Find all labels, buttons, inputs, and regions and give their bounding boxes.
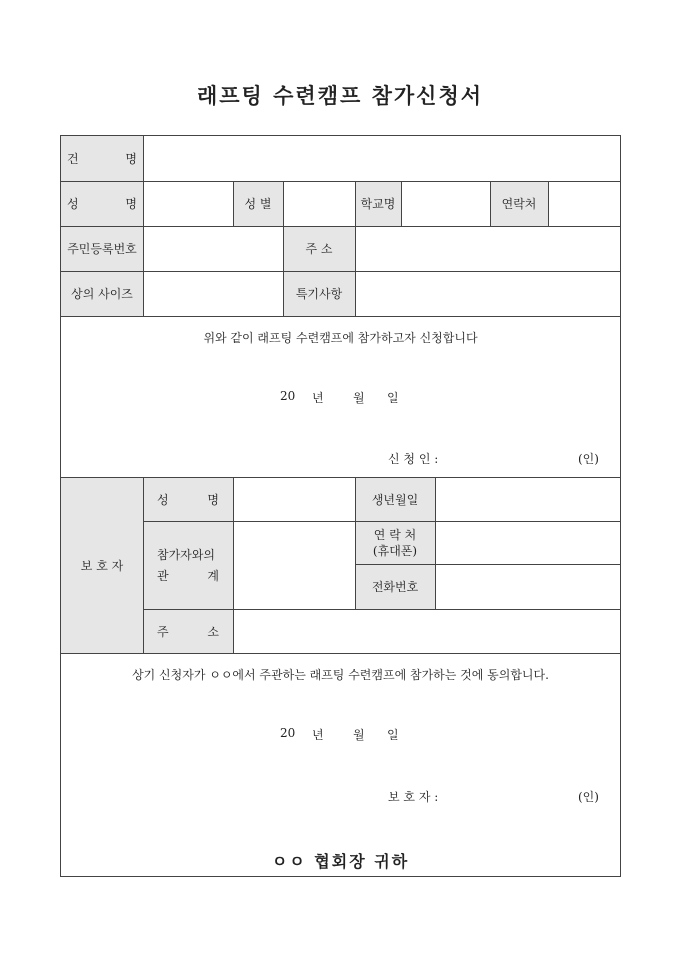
school-field[interactable]: [401, 181, 490, 226]
case-name-label: 건 명: [61, 136, 143, 181]
grid-line: [401, 181, 402, 226]
grid-line: [61, 316, 620, 317]
mobile-field[interactable]: [435, 521, 620, 564]
contact-label: 연락처: [490, 181, 548, 226]
grid-line: [355, 477, 356, 609]
relation-field[interactable]: [233, 521, 355, 609]
school-label: 학교명: [355, 181, 401, 226]
grid-line: [233, 477, 234, 653]
phone-field[interactable]: [435, 564, 620, 609]
guardian-address-label: 주 소: [143, 609, 233, 653]
grid-line: [61, 271, 620, 272]
applicant-seal: (인): [578, 452, 599, 466]
grid-line: [355, 181, 356, 316]
resident-number-label: 주민등록번호: [61, 226, 143, 271]
address-field[interactable]: [355, 226, 620, 271]
grid-line: [548, 181, 549, 226]
grid-line: [435, 477, 436, 609]
grid-line: [233, 181, 234, 226]
birthdate-field[interactable]: [435, 477, 620, 521]
guardian-name-field[interactable]: [233, 477, 355, 521]
name-label: 성 명: [61, 181, 143, 226]
gender-field[interactable]: [283, 181, 355, 226]
case-name-field[interactable]: [143, 136, 620, 181]
phone-label: 전화번호: [355, 564, 435, 609]
grid-line: [283, 181, 284, 316]
form-title: 래프팅 수련캠프 참가신청서: [196, 83, 484, 108]
grid-line: [143, 477, 144, 653]
birthdate-label: 생년월일: [355, 477, 435, 521]
grid-line: [355, 564, 620, 565]
contact-field[interactable]: [548, 181, 620, 226]
guardian-signer-label: 보 호 자 :: [388, 790, 439, 804]
remarks-label: 특기사항: [283, 271, 355, 316]
shirt-size-field[interactable]: [143, 271, 283, 316]
grid-line: [61, 477, 620, 478]
remarks-field[interactable]: [355, 271, 620, 316]
resident-number-field[interactable]: [143, 226, 283, 271]
application-statement: 위와 같이 래프팅 수련캠프에 참가하고자 신청합니다: [203, 331, 478, 345]
name-field[interactable]: [143, 181, 233, 226]
grid-line: [143, 609, 620, 610]
shirt-size-label: 상의 사이즈: [61, 271, 143, 316]
relation-label: 참가자와의 관 계: [143, 521, 233, 609]
grid-line: [61, 181, 620, 182]
guardian-section-label: 보 호 자: [61, 477, 143, 653]
mobile-label: 연 락 처 (휴대폰): [355, 521, 435, 564]
address-label: 주 소: [283, 226, 355, 271]
grid-line: [61, 226, 620, 227]
applicant-signer-label: 신 청 인 :: [388, 452, 439, 466]
recipient-line: ㅇㅇ 협회장 귀하: [271, 852, 410, 871]
guardian-address-field[interactable]: [233, 609, 620, 653]
consent-statement: 상기 신청자가 ㅇㅇ에서 주관하는 래프팅 수련캠프에 참가하는 것에 동의합니다.: [132, 668, 549, 682]
grid-line: [61, 653, 620, 654]
grid-line: [490, 181, 491, 226]
guardian-seal: (인): [578, 790, 599, 804]
gender-label: 성 별: [233, 181, 283, 226]
grid-line: [143, 521, 620, 522]
guardian-name-label: 성 명: [143, 477, 233, 521]
application-form: 건 명 성 명 성 별 학교명 연락처 주민등록번호 주 소 상의 사이즈 특기사항 위와 같이 래프팅 수련캠프에 참가하고자 신청합니다 20 년 월 일 신 청 인 : (인) 보 호 자 성 명 생년월일 참가자와의 관 계 연 락 처 (휴대폰) 전화번호 주 소 상기 신청자가 ㅇㅇ에서 주관하는 래프팅 수련캠프에 참가하는 것에 동의합니다. 20 년 월 일 보 호 자 : (인) ㅇㅇ 협회장 귀하: [60, 135, 621, 877]
grid-line: [143, 136, 144, 316]
